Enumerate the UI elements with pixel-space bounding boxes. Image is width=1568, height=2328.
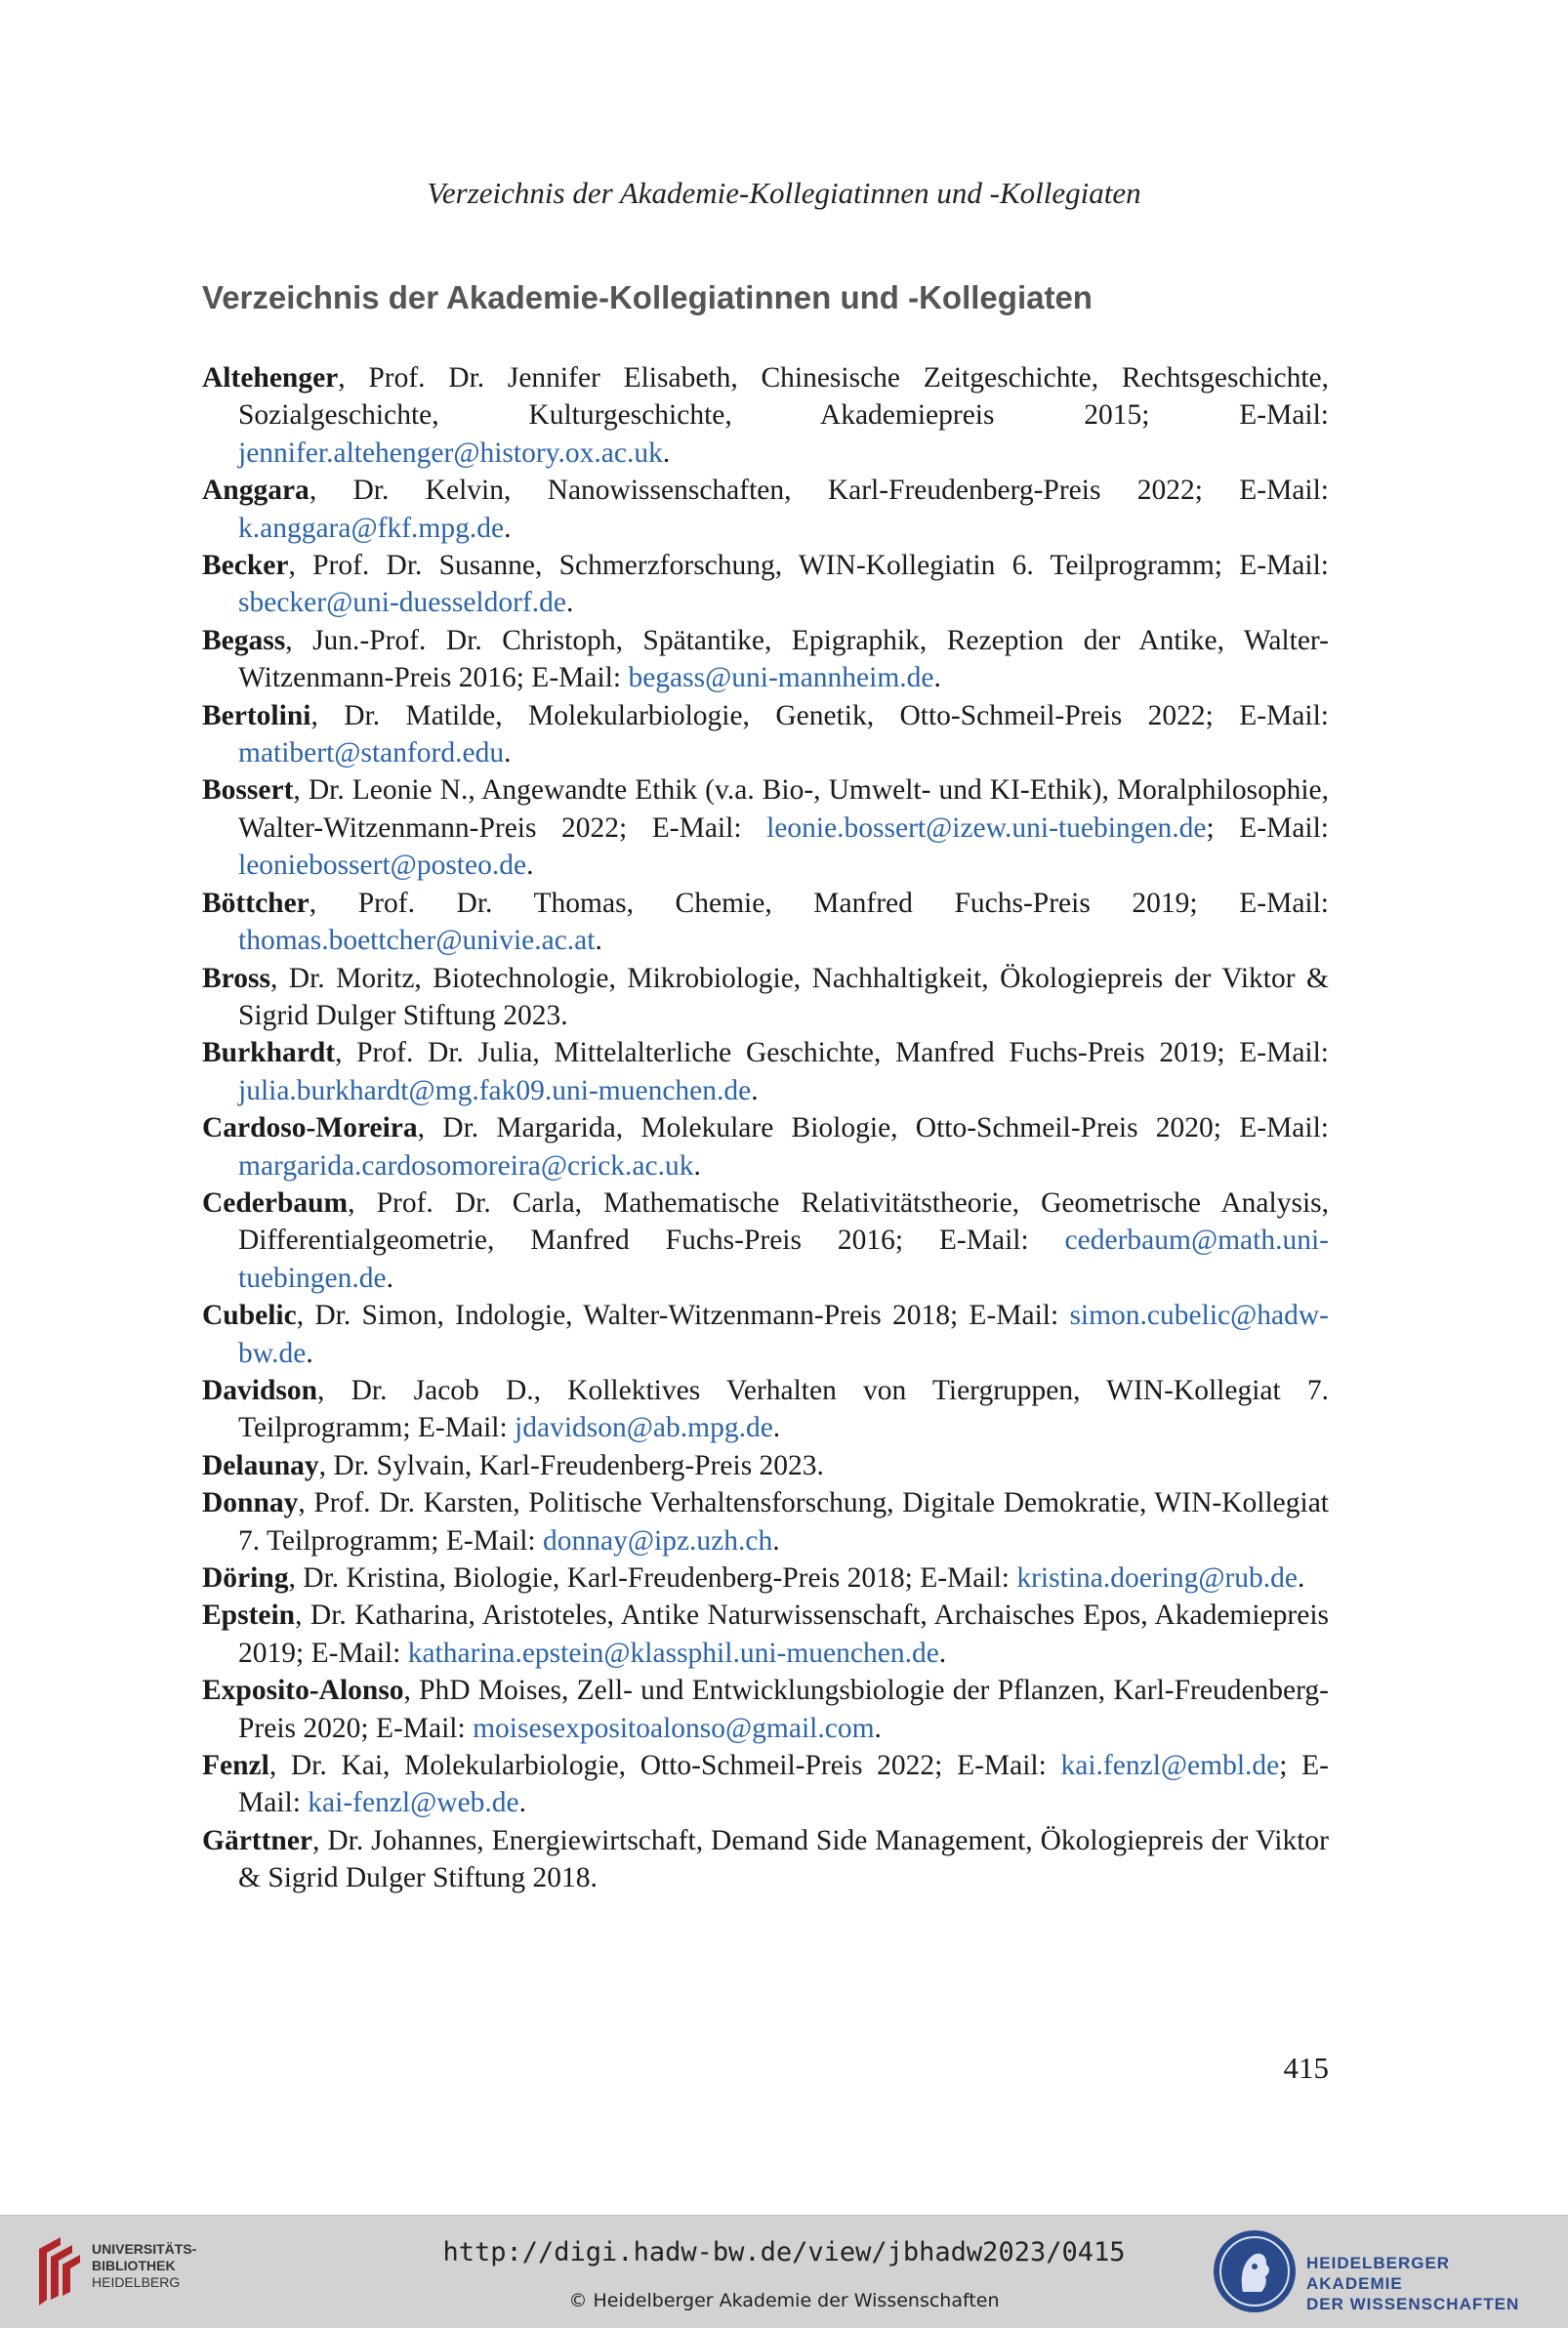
entry-surname: Delaunay xyxy=(202,1449,319,1481)
entry-details: , PhD Moises, Zell- und Entwicklungsbiologie der Pflanzen, Karl-Freudenberg-Preis 2020; E-Mail: xyxy=(238,1675,1329,1744)
email-link[interactable]: julia.burkhardt@mg.fak09.uni-muenchen.de xyxy=(238,1074,752,1106)
entry-details: , Prof. Dr. Julia, Mittelalterliche Geschichte, Manfred Fuchs-Preis 2019; E-Mail: xyxy=(335,1037,1329,1069)
permalink-url[interactable]: http://digi.hadw-bw.de/view/jbhadw2023/0415 xyxy=(442,2237,1126,2267)
entry-end-punctuation: . xyxy=(526,850,534,882)
entry-details: , Dr. Katharina, Aristoteles, Antike Naturwissenschaft, Archaisches Epos, Akademiepreis 2019; E-Mail: xyxy=(238,1600,1329,1669)
entry-details: , Jun.-Prof. Dr. Christoph, Spätantike, Epigraphik, Rezeption der Antike, Walter-Witzenmann-Preis 2016; E-Mail: xyxy=(238,624,1329,694)
entry-details: , Prof. Dr. Thomas, Chemie, Manfred Fuchs-Preis 2019; E-Mail: xyxy=(309,887,1329,919)
email-separator: ; E-Mail: xyxy=(238,1750,1329,1819)
entry-surname: Bross xyxy=(202,962,270,994)
entry-details: , Prof. Dr. Susanne, Schmerzforschung, WIN-Kollegiatin 6. Teilprogramm; E-Mail: xyxy=(288,550,1329,582)
entry xyxy=(202,1297,1329,1372)
email-link[interactable]: moisesexpositoalonso@gmail.com xyxy=(473,1712,875,1744)
entry-details: , Dr. Sylvain, Karl-Freudenberg-Preis 2023. xyxy=(318,1449,824,1481)
entry-details: , Prof. Dr. Carla, Mathematische Relativitätstheorie, Geometrische Analysis, Differentialgeometrie, Manfred Fuchs-Preis 2016; E-Mail: xyxy=(238,1186,1329,1257)
entry-surname: Davidson xyxy=(202,1374,318,1406)
library-name-line-1: UNIVERSITÄTS- xyxy=(92,2241,197,2257)
entry-list xyxy=(202,359,1329,1897)
entry-surname: Cederbaum xyxy=(202,1186,349,1219)
entry-end-punctuation: . xyxy=(518,1787,527,1819)
email-link[interactable]: kai.fenzl@embl.de xyxy=(1060,1750,1280,1782)
entry xyxy=(202,1034,1329,1109)
email-link[interactable]: margarida.cardosomoreira@crick.ac.uk xyxy=(238,1149,694,1182)
entry-details: , Dr. Simon, Indologie, Walter-Witzenmann-Preis 2018; E-Mail: xyxy=(296,1300,1070,1332)
entry-details: , Dr. Leonie N., Angewandte Ethik (v.a. Bio-, Umwelt- und KI-Ethik), Moralphilosophie, Walter-Witzenmann-Preis 2022; E-Mail: xyxy=(238,774,1329,844)
email-link[interactable]: matibert@stanford.edu xyxy=(238,737,505,769)
entry-surname: Exposito-Alonso xyxy=(202,1675,404,1707)
running-head: Verzeichnis der Akademie-Kollegiatinnen und -Kollegiaten xyxy=(427,176,1141,210)
email-link[interactable]: jennifer.altehenger@history.ox.ac.uk xyxy=(238,436,663,469)
entry-surname: Döring xyxy=(202,1562,289,1594)
entry-end-punctuation: . xyxy=(874,1712,882,1744)
entry-details: , Dr. Margarida, Molekulare Biologie, Otto-Schmeil-Preis 2020; E-Mail: xyxy=(417,1112,1329,1144)
footer-bar xyxy=(0,2215,1568,2328)
entry-surname: Gärttner xyxy=(202,1824,313,1856)
entry xyxy=(202,1672,1329,1747)
entry-end-punctuation: . xyxy=(933,662,941,694)
entry-surname: Bertolini xyxy=(202,699,311,731)
copyright-notice: © Heidelberger Akademie der Wissenschaften xyxy=(568,2290,1000,2311)
email-link[interactable]: k.anggara@fkf.mpg.de xyxy=(238,512,505,544)
entry xyxy=(202,472,1329,547)
email-link[interactable]: sbecker@uni-duesseldorf.de xyxy=(238,587,566,619)
entry-surname: Begass xyxy=(202,624,286,656)
entry-details: , Prof. Dr. Karsten, Politische Verhaltensforschung, Digitale Demokratie, WIN-Kollegiat 7. Teilprogramm; E-Mail: xyxy=(238,1487,1329,1557)
email-link[interactable]: jdavidson@ab.mpg.de xyxy=(515,1412,773,1444)
library-name-line-3: HEIDELBERG xyxy=(92,2274,181,2290)
academy-seal-icon xyxy=(1211,2227,1299,2315)
entry xyxy=(202,1822,1329,1897)
entry-surname: Epstein xyxy=(202,1600,296,1632)
entry xyxy=(202,885,1329,960)
entry-details: , Prof. Dr. Jennifer Elisabeth, Chinesische Zeitgeschichte, Rechtsgeschichte, Sozialgeschichte, Kulturgeschichte, Akademiepreis 2015; E-Mail: xyxy=(238,362,1329,432)
email-link[interactable]: simon.cubelic@hadw-bw.de xyxy=(238,1300,1329,1369)
entry xyxy=(202,960,1329,1035)
entry-details: , Dr. Kelvin, Nanowissenschaften, Karl-Freudenberg-Preis 2022; E-Mail: xyxy=(309,475,1329,507)
entry-end-punctuation: . xyxy=(938,1637,947,1669)
entry-end-punctuation: . xyxy=(772,1412,781,1444)
entry xyxy=(202,1597,1329,1672)
page-number: 415 xyxy=(1283,2051,1329,2085)
entry-end-punctuation: . xyxy=(595,925,602,957)
entry-surname: Cubelic xyxy=(202,1300,297,1332)
entry-details: , Dr. Jacob D., Kollektives Verhalten von Tiergruppen, WIN-Kollegiat 7. Teilprogramm; E-Mail: xyxy=(238,1374,1329,1444)
library-name-line-2: BIBLIOTHEK xyxy=(92,2258,176,2273)
entry xyxy=(202,359,1329,472)
entry xyxy=(202,1484,1329,1559)
entry-surname: Donnay xyxy=(202,1487,299,1519)
entry xyxy=(202,697,1329,772)
email-link[interactable]: katharina.epstein@klassphil.uni-muenchen.de xyxy=(407,1637,939,1669)
email-link[interactable]: kristina.doering@rub.de xyxy=(1016,1562,1299,1594)
email-separator: ; E-Mail: xyxy=(1206,811,1329,844)
entry-surname: Bossert xyxy=(202,774,294,807)
email-link[interactable]: cederbaum@math.uni-tuebingen.de xyxy=(238,1225,1329,1294)
entry-details: , Dr. Johannes, Energiewirtschaft, Demand Side Management, Ökologiepreis der Viktor & Sigrid Dulger Stiftung 2018. xyxy=(238,1824,1329,1894)
entry-surname: Cardoso-Moreira xyxy=(202,1112,418,1144)
entry-end-punctuation: . xyxy=(1298,1562,1305,1594)
email-link[interactable]: donnay@ipz.uzh.ch xyxy=(543,1524,773,1557)
entry xyxy=(202,1185,1329,1297)
entry-details: , Dr. Kristina, Biologie, Karl-Freudenberg-Preis 2018; E-Mail: xyxy=(288,1562,1017,1594)
academy-name-line-1: HEIDELBERGER AKADEMIE xyxy=(1306,2254,1451,2293)
email-link[interactable]: leoniebossert@posteo.de xyxy=(238,850,527,882)
academy-logo[interactable] xyxy=(1211,2227,1543,2315)
entry-surname: Böttcher xyxy=(202,887,309,919)
email-link[interactable]: thomas.boettcher@univie.ac.at xyxy=(238,925,596,957)
entry-surname: Fenzl xyxy=(202,1750,269,1782)
entry xyxy=(202,771,1329,884)
email-link[interactable]: kai-fenzl@web.de xyxy=(308,1787,519,1819)
entry-end-punctuation: . xyxy=(772,1524,780,1557)
entry xyxy=(202,547,1329,622)
entry xyxy=(202,1559,1329,1597)
entry-end-punctuation: . xyxy=(693,1149,701,1182)
entry-surname: Burkhardt xyxy=(202,1037,336,1069)
entry-end-punctuation: . xyxy=(504,737,512,769)
entry-details: , Dr. Kai, Molekularbiologie, Otto-Schmeil-Preis 2022; E-Mail: xyxy=(268,1750,1061,1782)
entry-end-punctuation: . xyxy=(386,1262,393,1294)
entry-surname: Anggara xyxy=(202,475,309,507)
email-link[interactable]: begass@uni-mannheim.de xyxy=(628,662,934,694)
entry-surname: Altehenger xyxy=(202,362,339,394)
entry-end-punctuation: . xyxy=(306,1337,313,1369)
entry-details: , Dr. Matilde, Molekularbiologie, Genetik, Otto-Schmeil-Preis 2022; E-Mail: xyxy=(310,699,1329,731)
entry-end-punctuation: . xyxy=(504,512,512,544)
entry-end-punctuation: . xyxy=(751,1074,759,1106)
entry-end-punctuation: . xyxy=(662,436,671,469)
entry xyxy=(202,1372,1329,1447)
entry xyxy=(202,1109,1329,1185)
academy-name-line-2: DER WISSENSCHAFTEN xyxy=(1306,2295,1520,2313)
section-title: Verzeichnis der Akademie-Kollegiatinnen und -Kollegiaten xyxy=(202,279,1093,315)
email-link[interactable]: leonie.bossert@izew.uni-tuebingen.de xyxy=(766,811,1207,844)
entry-end-punctuation: . xyxy=(565,587,574,619)
entry-details: , Dr. Moritz, Biotechnologie, Mikrobiologie, Nachhaltigkeit, Ökologiepreis der Viktor & Sigrid Dulger Stiftung 2023. xyxy=(238,962,1329,1031)
entry xyxy=(202,1747,1329,1822)
entry xyxy=(202,1447,1329,1484)
entry xyxy=(202,622,1329,697)
entry-surname: Becker xyxy=(202,550,289,582)
